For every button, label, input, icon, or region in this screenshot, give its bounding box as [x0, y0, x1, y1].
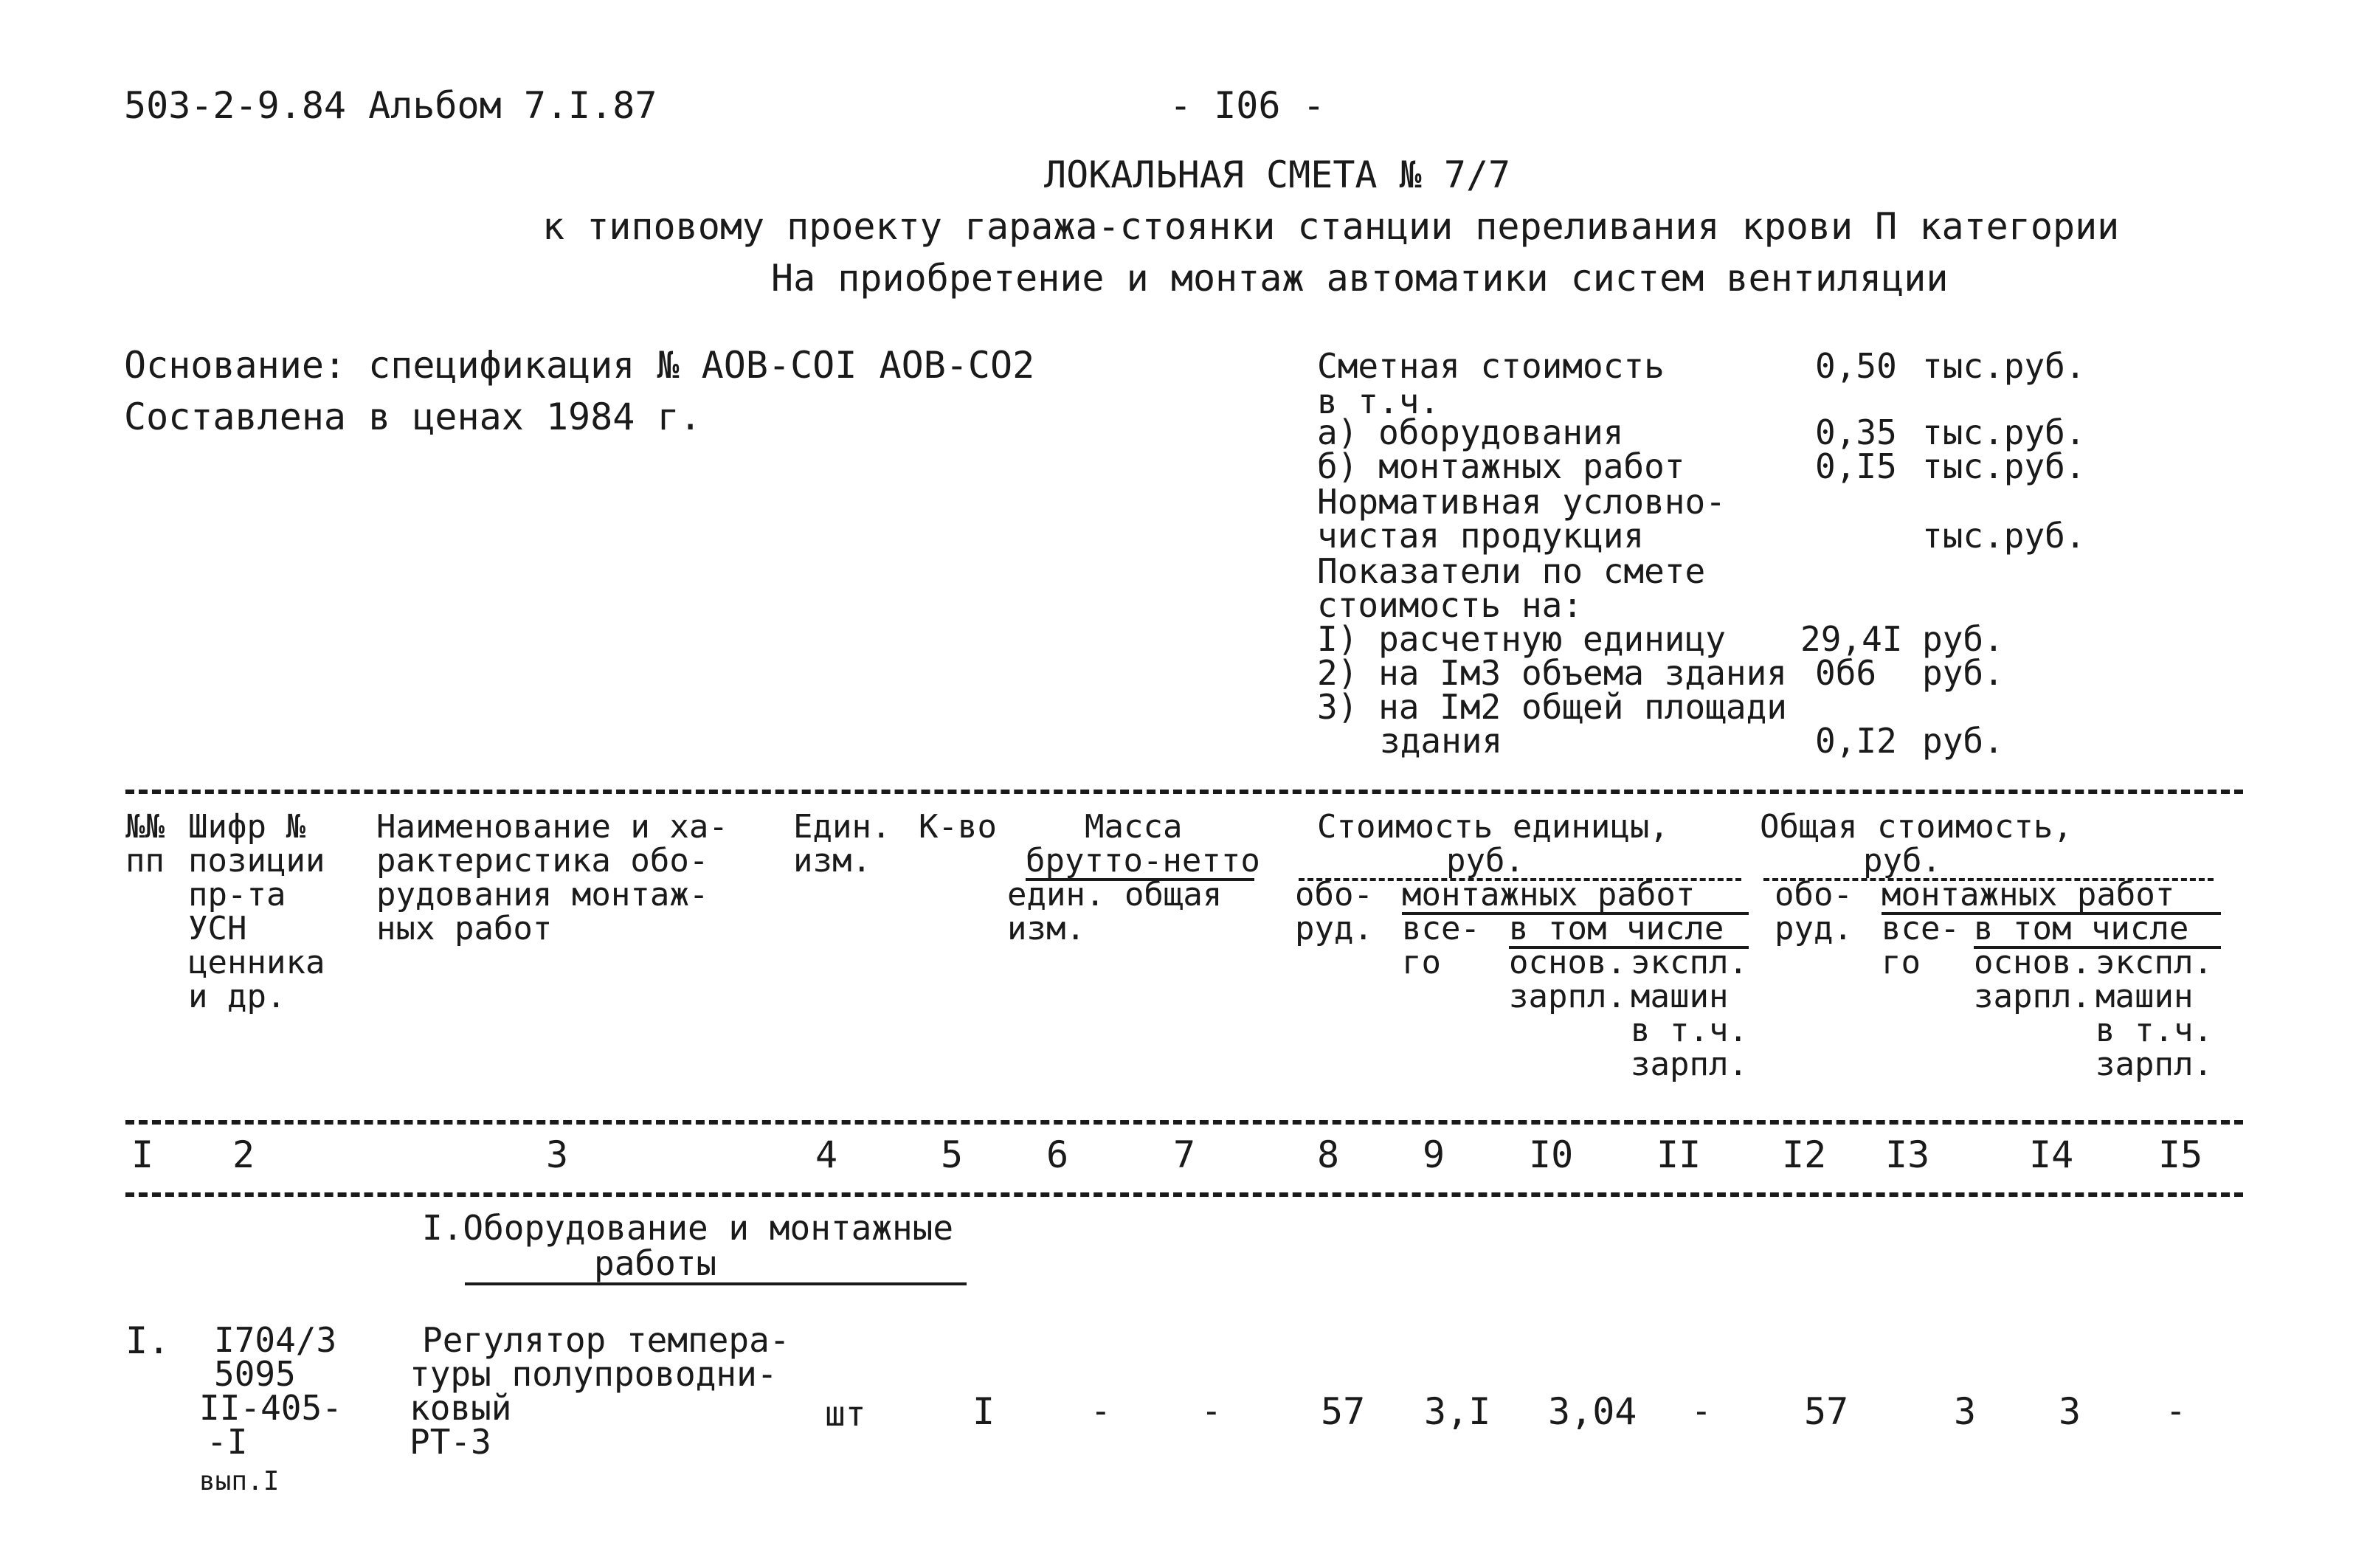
col-header-wage-total: основ. зарпл. — [1974, 944, 2091, 1015]
basis-specification: Основание: спецификация № АОВ-СОI АОВ-СО2 — [124, 344, 1035, 387]
column-number: I2 — [1782, 1133, 1827, 1176]
column-number: 9 — [1423, 1133, 1445, 1176]
row-unit: шт — [825, 1394, 866, 1434]
table-header-rule — [125, 1120, 2243, 1125]
row-mass-unit: - — [1091, 1391, 1111, 1431]
indicator-volume-value: 0б6 — [1815, 653, 1877, 693]
column-number: I3 — [1885, 1133, 1930, 1176]
col-header-total-cost-rub: руб. — [1863, 842, 1941, 880]
column-number: 4 — [815, 1133, 838, 1176]
column-number: I0 — [1529, 1133, 1574, 1176]
row-equip-unit-cost: 57 — [1321, 1390, 1366, 1433]
section-title-underline — [465, 1282, 967, 1285]
row-code: 5095 — [214, 1354, 296, 1394]
row-quantity: I — [972, 1390, 995, 1433]
row-install-total-cost: 3 — [1954, 1390, 1977, 1433]
equipment-cost-unit: тыс.руб. — [1922, 412, 2086, 452]
col-header-mass-cols: един. общая изм. — [1007, 876, 1223, 947]
document-subtitle-scope: На приобретение и монтаж автоматики систем вентиляции — [771, 257, 1949, 300]
indicator-volume-label: 2) на Iм3 объема здания — [1317, 653, 1787, 693]
estimate-cost-label: Сметная стоимость — [1317, 346, 1665, 386]
row-name: ковый — [410, 1388, 512, 1428]
row-equip-total-cost: 57 — [1804, 1390, 1849, 1433]
col-header-mass: Масса — [1085, 808, 1183, 846]
col-header-unit-cost-rub: руб. — [1446, 842, 1524, 880]
column-number: 3 — [546, 1133, 569, 1176]
col-header-number: №№ пп — [125, 808, 165, 880]
installation-cost-label: б) монтажных работ — [1317, 446, 1685, 486]
estimate-cost-unit: тыс.руб. — [1922, 346, 2086, 386]
table-top-rule — [125, 790, 2243, 794]
column-number: 5 — [941, 1133, 964, 1176]
installation-cost-unit: тыс.руб. — [1922, 446, 2086, 486]
column-number: 2 — [232, 1133, 255, 1176]
row-mass-total: - — [1201, 1391, 1222, 1431]
column-number: II — [1656, 1133, 1701, 1176]
column-number: 8 — [1317, 1133, 1340, 1176]
col-header-equip-total: обо- руд. — [1775, 876, 1853, 947]
section-title: I.Оборудование и монтажные — [422, 1208, 954, 1248]
document-subtitle-project: к типовому проекту гаража-стоянки станции переливания крови П категории — [542, 205, 2120, 248]
indicator-area-label-2: здания — [1380, 721, 1503, 761]
col-header-name: Наименование и ха- рактеристика обо- рудования монтаж- ных работ — [376, 808, 728, 947]
col-header-total-total: все- го — [1882, 910, 1960, 981]
indicator-area-label-1: 3) на Iм2 общей площади — [1317, 687, 1787, 727]
indicator-area-rub: руб. — [1922, 721, 2004, 761]
column-number: I5 — [2158, 1133, 2203, 1176]
row-machines-total-cost: - — [2166, 1391, 2186, 1431]
col-header-machines-total: экспл. машин в т.ч. зарпл. — [2095, 944, 2213, 1083]
col-header-total-cost: Общая стоимость, — [1760, 808, 2073, 846]
row-name: РТ-3 — [410, 1422, 491, 1462]
column-number: I — [131, 1133, 154, 1176]
document-code: 503-2-9.84 Альбом 7.I.87 — [124, 84, 657, 127]
indicator-volume-rub: руб. — [1922, 653, 2004, 693]
row-name: туры полупроводни- — [410, 1354, 778, 1394]
page-number: - I06 - — [1169, 84, 1325, 127]
indicator-unit-value: 29,4I — [1800, 619, 1903, 659]
row-number: I. — [125, 1319, 170, 1362]
col-header-unit: Един. изм. — [793, 808, 891, 880]
column-number: I4 — [2029, 1133, 2074, 1176]
estimate-cost-value: 0,50 — [1815, 346, 1897, 386]
row-machines-unit-cost: - — [1691, 1391, 1712, 1431]
col-header-quantity: К-во — [919, 808, 997, 846]
col-header-wage-unit: основ. зарпл. — [1509, 944, 1626, 1015]
row-code: -I — [207, 1422, 248, 1462]
row-code: II-405- — [199, 1388, 342, 1428]
col-header-install-total: монтажных работ — [1882, 876, 2175, 913]
row-install-unit-cost: 3,I — [1424, 1390, 1491, 1433]
normative-label-1: Нормативная условно- — [1317, 482, 1726, 522]
col-header-total-unit: все- го — [1402, 910, 1480, 981]
col-header-machines-unit: экспл. машин в т.ч. зарпл. — [1631, 944, 1748, 1083]
including-label: в т.ч. — [1317, 381, 1440, 421]
indicator-unit-rub: руб. — [1922, 619, 2004, 659]
col-header-equip-unit: обо- руд. — [1295, 876, 1373, 947]
indicator-unit-label: I) расчетную единицу — [1317, 619, 1726, 659]
col-header-unit-cost: Стоимость единицы, — [1317, 808, 1669, 846]
installation-cost-value: 0,I5 — [1815, 446, 1897, 486]
indicators-label: Показатели по смете — [1317, 551, 1706, 591]
row-name: Регулятор темпера- — [422, 1320, 790, 1360]
equipment-cost-value: 0,35 — [1815, 412, 1897, 452]
document-title: ЛОКАЛЬНАЯ СМЕТА № 7/7 — [1044, 153, 1511, 196]
column-number: 7 — [1173, 1133, 1196, 1176]
col-header-mass-gross-net: брутто-нетто — [1026, 842, 1260, 880]
col-header-incl-unit: в том числе — [1509, 910, 1724, 947]
col-header-code: Шифр № позиции пр-та УСН ценника и др. — [188, 808, 325, 1015]
col-header-incl-total: в том числе — [1974, 910, 2189, 947]
equipment-cost-label: а) оборудования — [1317, 412, 1624, 452]
cost-on-label: стоимость на: — [1317, 585, 1583, 625]
normative-label-2: чистая продукция — [1317, 516, 1645, 556]
column-number: 6 — [1046, 1133, 1069, 1176]
col-header-install-unit: монтажных работ — [1402, 876, 1696, 913]
basis-price-year: Составлена в ценах 1984 г. — [124, 396, 702, 438]
row-wage-unit-cost: 3,04 — [1548, 1390, 1637, 1433]
section-title-cont: работы — [594, 1243, 717, 1283]
row-code-issue: вып.I — [199, 1466, 280, 1496]
row-code: I704/3 — [214, 1320, 337, 1360]
normative-unit: тыс.руб. — [1922, 516, 2086, 556]
row-wage-total-cost: 3 — [2059, 1390, 2081, 1433]
indicator-area-value: 0,I2 — [1815, 721, 1897, 761]
column-numbers-rule — [125, 1192, 2243, 1197]
